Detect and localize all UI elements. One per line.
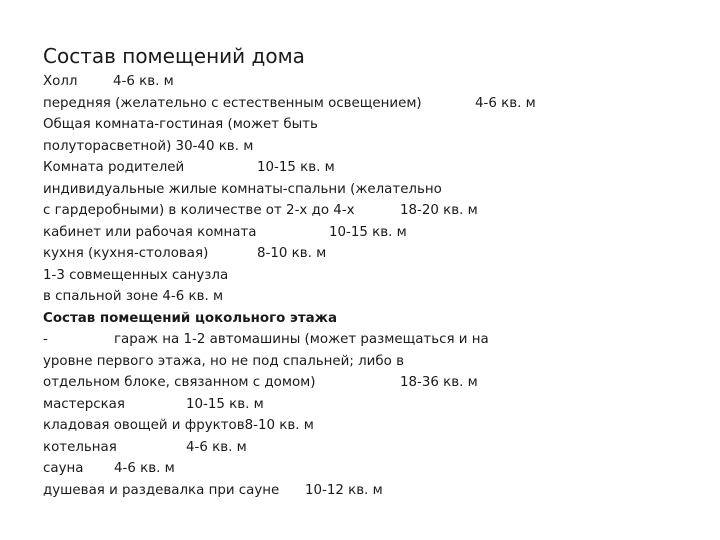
- list-item: [43, 157, 703, 179]
- room-label: уровне первого этажа, но не под спальней; либо в: [43, 353, 404, 369]
- room-label: полуторасветной) 30-40 кв. м: [43, 138, 254, 154]
- room-label: отдельном блоке, связанном с домом): [43, 375, 316, 390]
- list-item: [43, 222, 703, 244]
- list-item: [43, 480, 703, 502]
- room-area: 18-36 кв. м: [400, 375, 478, 390]
- room-area: 4-6 кв. м: [186, 439, 247, 455]
- section-heading: [43, 308, 703, 330]
- room-label: кладовая овощей и фруктов8-10 кв. м: [43, 418, 314, 433]
- room-label: сауна: [43, 461, 84, 476]
- room-label: душевая и раздевалка при сауне: [43, 482, 280, 498]
- page-title: Состав помещений дома: [43, 44, 305, 68]
- room-area: 4-6 кв. м: [113, 74, 174, 89]
- list-item: [43, 458, 703, 480]
- room-area: 18-20 кв. м: [400, 203, 478, 218]
- list-item: [43, 200, 703, 222]
- room-area: 10-15 кв. м: [329, 224, 407, 240]
- list-item: [43, 71, 703, 93]
- room-label: гараж на 1-2 автомашины (может размещаться и на: [114, 332, 489, 347]
- list-item: [43, 329, 703, 351]
- list-item: [43, 351, 703, 373]
- room-label: 1-3 совмещенных санузла: [43, 267, 229, 283]
- list-item: [43, 114, 703, 136]
- bullet-dash: -: [43, 332, 48, 347]
- room-label: кабинет или рабочая комната: [43, 224, 257, 240]
- room-label: с гардеробными) в количестве от 2-х до 4-х: [43, 203, 355, 218]
- room-label: передняя (желательно с естественным освещением): [43, 95, 422, 111]
- room-label: кухня (кухня-столовая): [43, 246, 209, 261]
- list-item: [43, 243, 703, 265]
- list-item: [43, 93, 703, 115]
- room-list: [43, 71, 703, 501]
- list-item: [43, 179, 703, 201]
- room-area: 4-6 кв. м: [475, 95, 536, 111]
- list-item: [43, 286, 703, 308]
- room-area: 10-15 кв. м: [257, 160, 335, 175]
- room-area: 4-6 кв. м: [114, 461, 175, 476]
- list-item: [43, 372, 703, 394]
- room-label: мастерская: [43, 396, 125, 412]
- room-label: индивидуальные жилые комнаты-спальни (желательно: [43, 181, 442, 197]
- room-label: Комната родителей: [43, 160, 185, 175]
- list-item: [43, 136, 703, 158]
- section-heading-label: Состав помещений цокольного этажа: [43, 310, 338, 326]
- list-item: [43, 415, 703, 437]
- room-label: Холл: [43, 74, 78, 89]
- room-label: Общая комната-гостиная (может быть: [43, 117, 318, 132]
- room-area: 10-12 кв. м: [305, 482, 383, 498]
- list-item: [43, 265, 703, 287]
- list-item: [43, 394, 703, 416]
- list-item: [43, 437, 703, 459]
- room-area: 8-10 кв. м: [257, 246, 327, 261]
- room-label: котельная: [43, 439, 117, 455]
- room-label: в спальной зоне 4-6 кв. м: [43, 289, 224, 304]
- room-area: 10-15 кв. м: [186, 396, 264, 412]
